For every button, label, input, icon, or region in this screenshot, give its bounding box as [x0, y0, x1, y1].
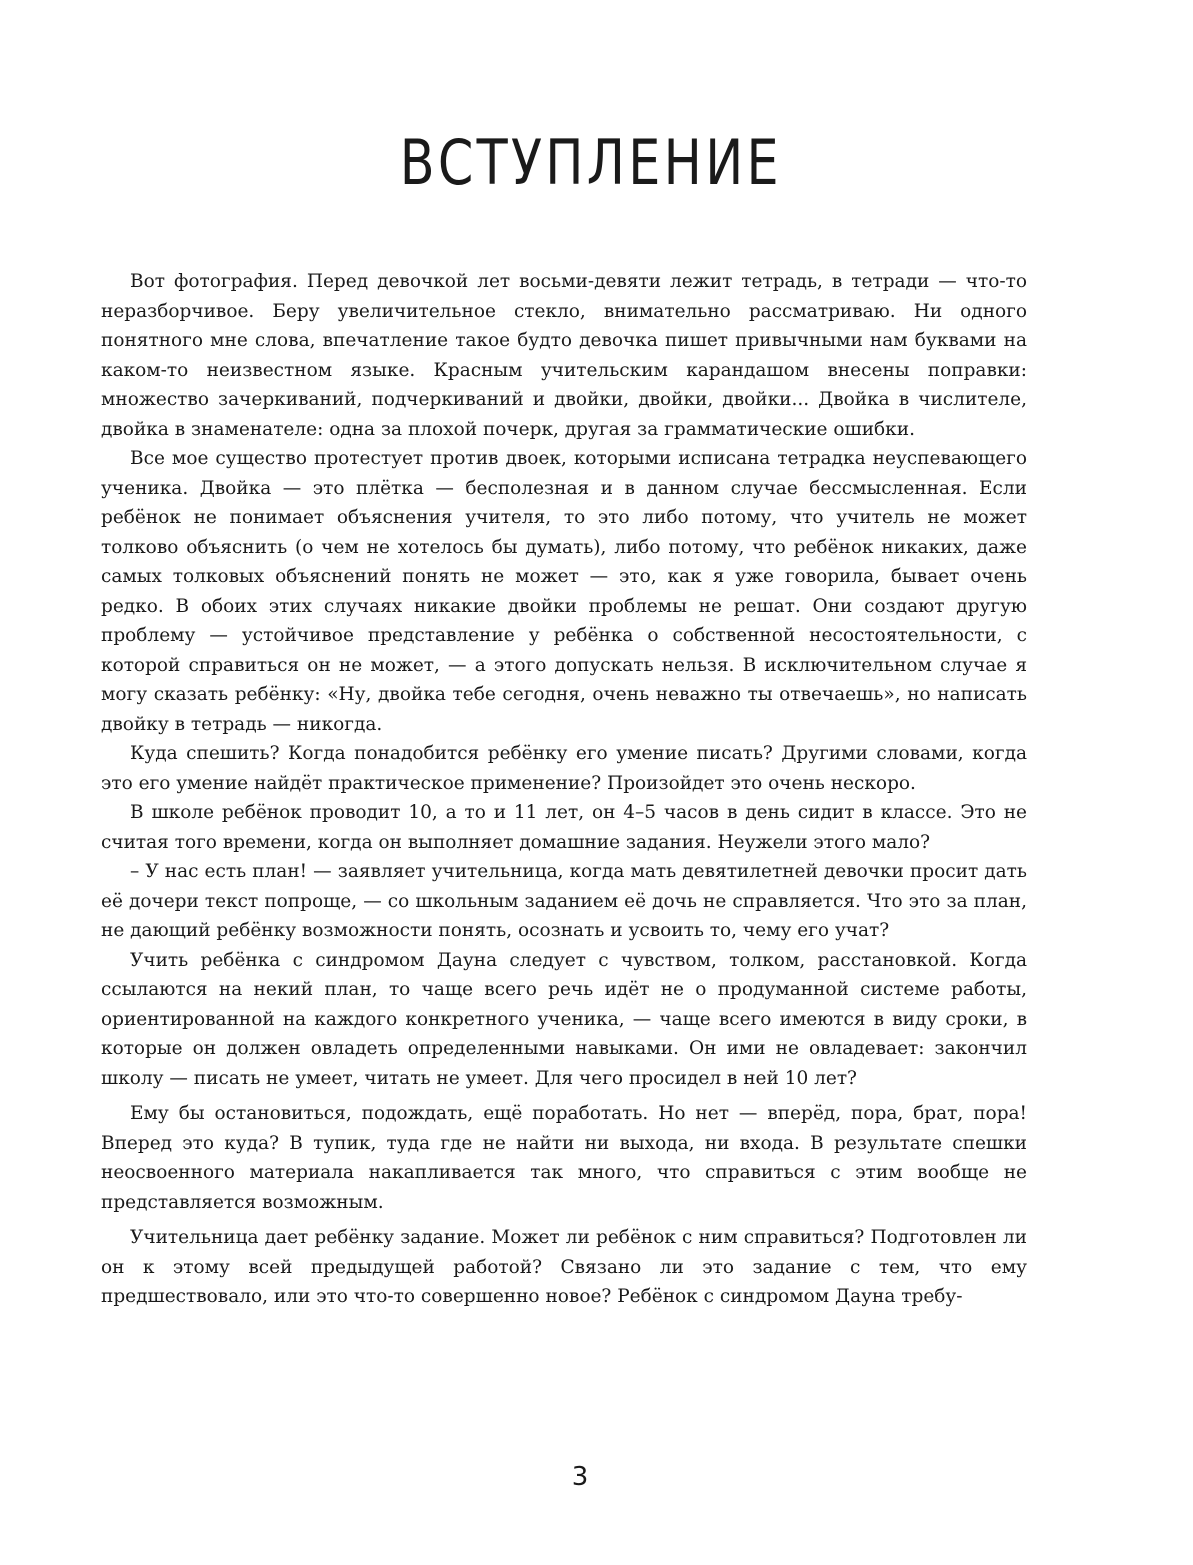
paragraph: Вот фотография. Перед девочкой лет восьми-девяти лежит тетрадь, в тетради — что-то неразборчивое. Беру увеличительное стекло, внимательно рассматриваю. Ни одного понятного мне слова, впечатление такое будто девочка пишет привычными нам буквами на каком-то неизвестном языке. Красным учительским карандашом внесены поправки: множество зачеркиваний, подчеркиваний и двойки, двойки, двойки... Двойка в числителе, двойка в знаменателе: одна за плохой почерк, другая за грамматические ошибки.: [101, 271, 1027, 440]
paragraph: В школе ребёнок проводит 10, а то и 11 лет, он 4–5 часов в день сидит в классе. Это не считая того времени, когда он выполняет домашние задания. Неужели этого мало?: [101, 802, 1027, 853]
paragraph: Все мое существо протестует против двоек, которыми исписана тетрадка неуспевающего ученика. Двойка — это плётка — бесполезная и в данном случае бессмысленная. Если ребёнок не понимает объяснения учителя, то это либо потому, что учитель не может толково объяснить (о чем не хотелось бы думать), либо потому, что ребёнок никаких, даже самых толковых объяснений понять не может — это, как я уже говорила, бывает очень редко. В обоих этих случаях никакие двойки проблемы не решат. Они создают другую проблему — устойчивое представление у ребёнка о собственной несостоятельности, с которой справиться он не может, — а этого допускать нельзя. В исключительном случае я могу сказать ребёнку: «Ну, двойка тебе сегодня, очень неважно ты отвечаешь», но написать двойку в тетрадь — никогда.: [101, 448, 1027, 735]
page-number: 3: [571, 1462, 589, 1492]
page-title: ВСТУПЛЕНИЕ: [399, 126, 782, 199]
paragraph: Учительница дает ребёнку задание. Может ли ребёнок с ним справиться? Подготовлен ли он к этому всей предыдущей работой? Связано ли это задание с тем, что ему предшествовало, или это что-то совершенно новое? Ребёнок с синдромом Дауна требу-: [101, 1227, 1027, 1307]
paragraph: Учить ребёнка с синдромом Дауна следует с чувством, толком, расстановкой. Когда ссылаются на некий план, то чаще всего речь идёт не о продуманной системе работы, ориентированной на каждого конкретного ученика, — чаще всего имеются в виду сроки, в которые он должен овладеть определенными навыками. Он ими не овладевает: закончил школу — писать не умеет, читать не умеет. Для чего просидел в ней 10 лет?: [101, 949, 1027, 1089]
paragraph: Ему бы остановиться, подождать, ещё поработать. Но нет — вперёд, пора, брат, пора! Вперед это куда? В тупик, туда где не найти ни выхода, ни входа. В результате спешки неосвоенного материала накапливается так много, что справиться с этим вообще не представляется возможным.: [101, 1103, 1027, 1213]
paragraph: Куда спешить? Когда понадобится ребёнку его умение писать? Другими словами, когда это его умение найдёт практическое применение? Произойдет это очень нескоро.: [101, 743, 1027, 794]
body-text: [101, 267, 1027, 1312]
paragraph: – У нас есть план! — заявляет учительница, когда мать девятилетней девочки просит дать её дочери текст попроще, — со школьным заданием её дочь не справляется. Что это за план, не дающий ребёнку возможности понять, осознать и усвоить то, чему его учат?: [101, 861, 1027, 941]
